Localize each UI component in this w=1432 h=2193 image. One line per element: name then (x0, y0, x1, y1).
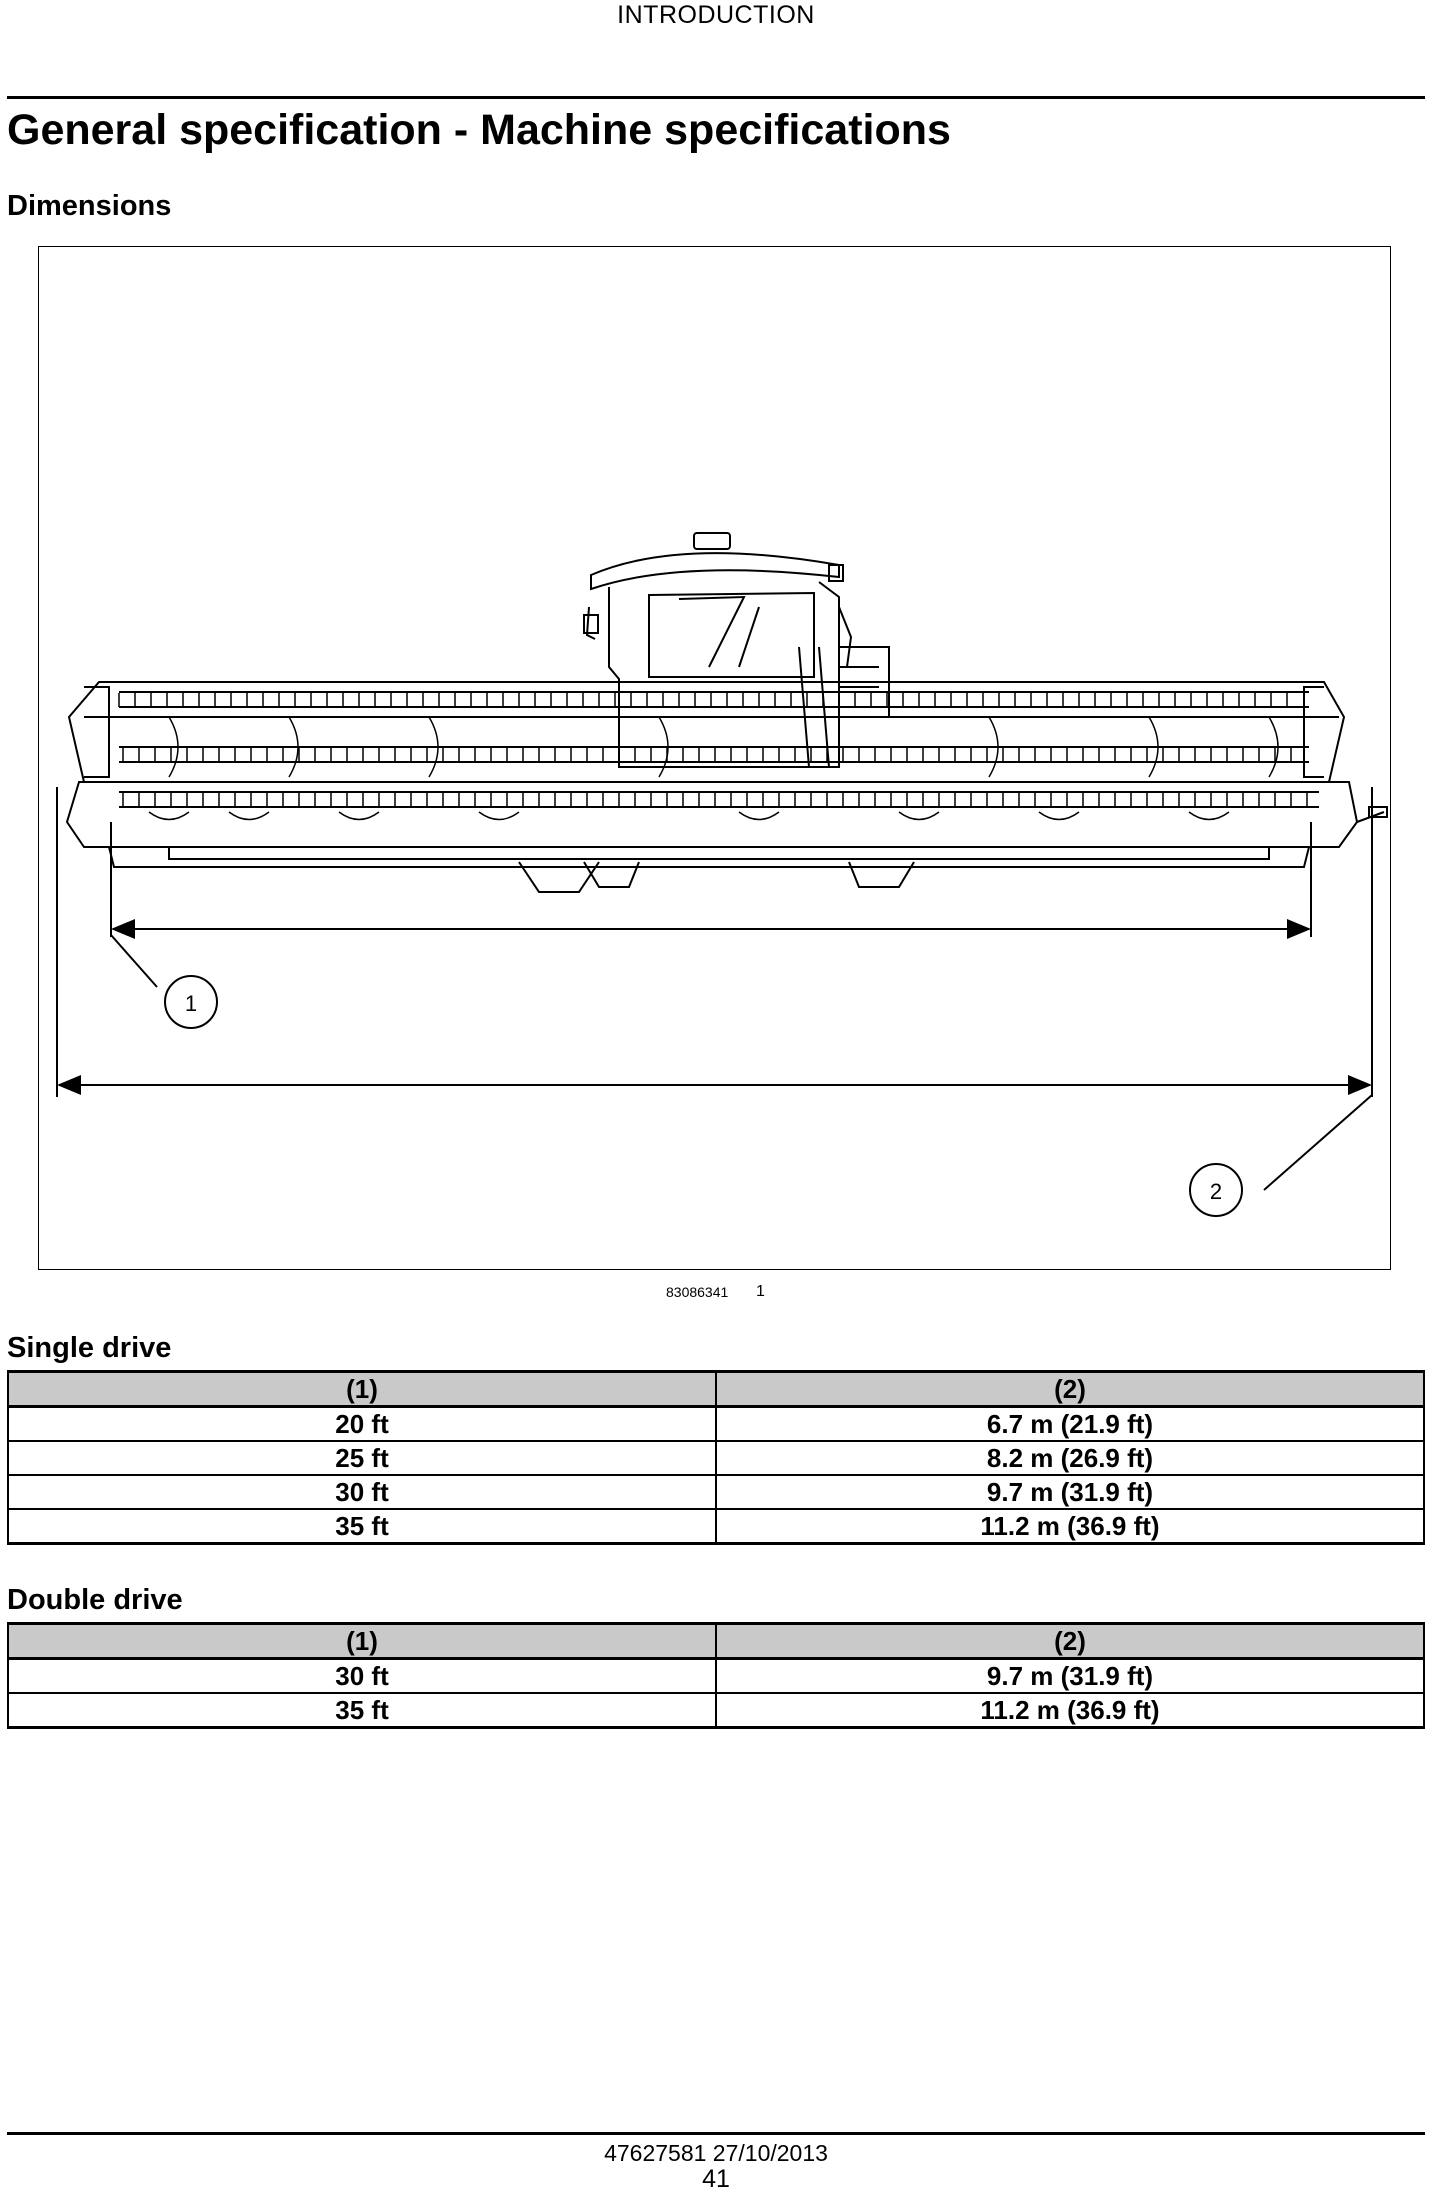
double-drive-heading: Double drive (7, 1584, 183, 1616)
table-cell: 11.2 m (36.9 ft) (716, 1509, 1424, 1544)
table-cell: 8.2 m (26.9 ft) (716, 1441, 1424, 1475)
table-cell: 30 ft (8, 1475, 716, 1509)
cab (584, 533, 889, 767)
reel-tines (119, 693, 1307, 820)
column-header: (2) (716, 1372, 1424, 1407)
table-cell: 35 ft (8, 1693, 716, 1728)
table-row (8, 1407, 1424, 1442)
table-cell: 6.7 m (21.9 ft) (716, 1407, 1424, 1442)
table-row (8, 1693, 1424, 1728)
svg-text:1: 1 (184, 991, 198, 1016)
table-cell: 11.2 m (36.9 ft) (716, 1693, 1424, 1728)
combine-header-illustration (39, 247, 1391, 1270)
table-cell: 25 ft (8, 1441, 716, 1475)
single-drive-heading: Single drive (7, 1332, 172, 1364)
header-body (67, 682, 1387, 892)
dimensions-figure (38, 246, 1391, 1270)
figure-image-code: 83086341 (666, 1284, 729, 1300)
table-row (8, 1441, 1424, 1475)
top-rule (7, 96, 1425, 99)
table-row (8, 1659, 1424, 1694)
table-cell: 9.7 m (31.9 ft) (716, 1475, 1424, 1509)
double-drive-table (7, 1622, 1425, 1729)
table-header-row (8, 1372, 1424, 1407)
table-cell: 30 ft (8, 1659, 716, 1694)
single-drive-table (7, 1370, 1425, 1545)
page-title: General specification - Machine specifications (7, 106, 951, 154)
table-row (8, 1475, 1424, 1509)
table-cell: 20 ft (8, 1407, 716, 1442)
page-number: 41 (702, 2165, 730, 2193)
table-row (8, 1509, 1424, 1544)
table-cell: 9.7 m (31.9 ft) (716, 1659, 1424, 1694)
table-cell: 35 ft (8, 1509, 716, 1544)
footer-rule (7, 2132, 1425, 2135)
table-header-row (8, 1624, 1424, 1659)
callout-2 (1190, 1164, 1242, 1216)
section-header: INTRODUCTION (617, 1, 815, 29)
column-header: (2) (716, 1624, 1424, 1659)
column-header: (1) (8, 1372, 716, 1407)
callout-1 (165, 976, 217, 1028)
dimensions-heading: Dimensions (7, 190, 172, 222)
figure-number: 1 (756, 1283, 765, 1300)
column-header: (1) (8, 1624, 716, 1659)
svg-text:2: 2 (1209, 1179, 1223, 1204)
footer-doc-ref: 47627581 27/10/2013 (604, 2140, 828, 2166)
